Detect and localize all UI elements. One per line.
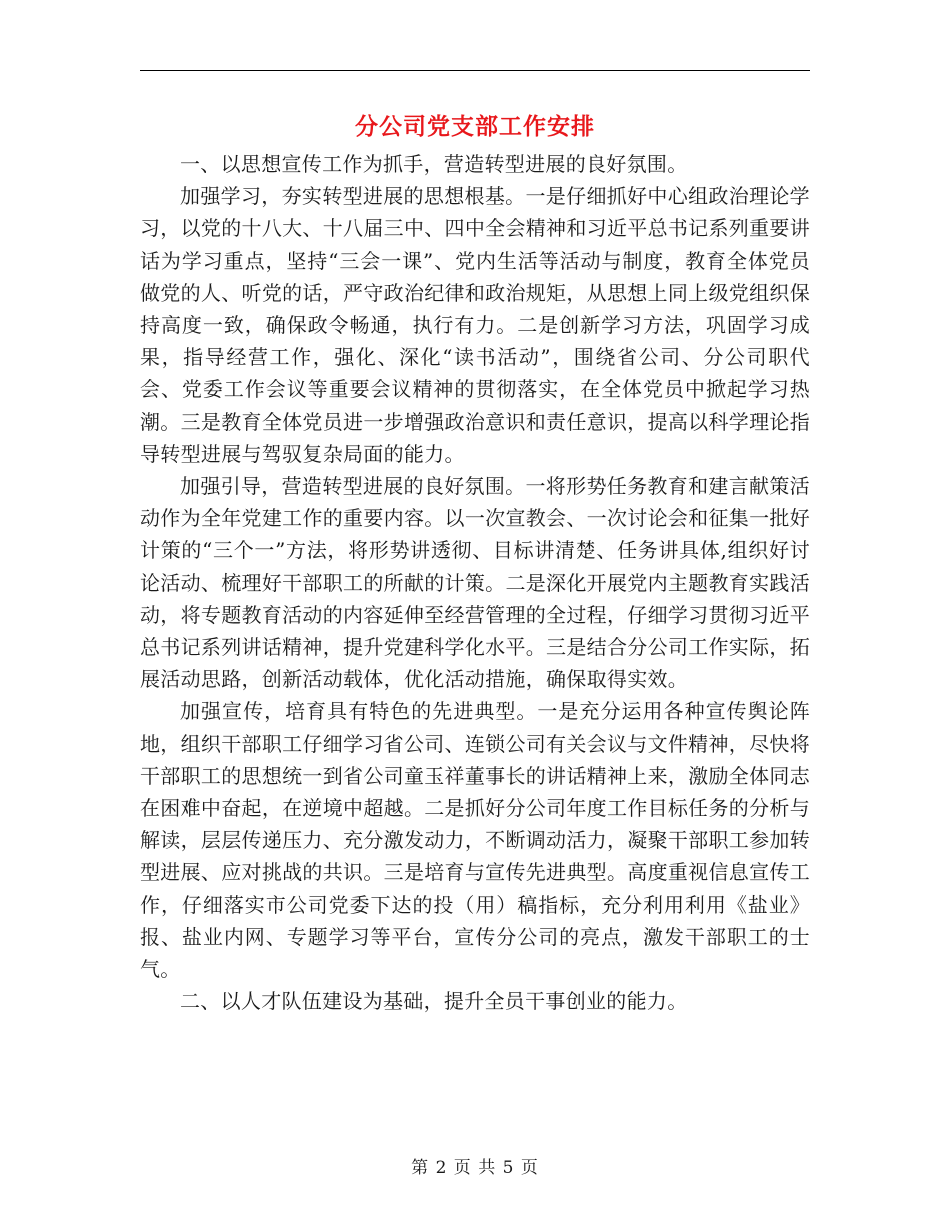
document-title: 分公司党支部工作安排: [355, 113, 595, 140]
section-heading-1: 一、以思想宣传工作为抓手，营造转型进展的良好氛围。: [180, 152, 688, 176]
page-footer: 第 2 页 共 5 页: [411, 1158, 539, 1178]
paragraph-study: 加强学习，夯实转型进展的思想根基。一是仔细抓好中心组政治理论学习，以党的十八大、十八届三中、四中全会精神和习近平总书记系列重要讲话为学习重点，坚持“三会一课”、党内生活等活动与制度，教育全体党员做党的人、听党的话，严守政治纪律和政治规矩，从思想上同上级党组织保持高度一致，确保政令畅通，执行有力。二是创新学习方法，巩固学习成果，指导经营工作，强化、深化“读书活动”，围绕省公司、分公司职代会、党委工作会议等重要会议精神的贯彻落实，在全体党员中掀起学习热潮。三是教育全体党员进一步增强政治意识和责任意识，提高以科学理论指导转型进展与驾驭复杂局面的能力。: [140, 184, 810, 466]
header-rule: [140, 70, 810, 71]
paragraph-publicity: 加强宣传，培育具有特色的先进典型。一是充分运用各种宣传舆论阵地，组织干部职工仔细学习省公司、连锁公司有关会议与文件精神，尽快将干部职工的思想统一到省公司童玉祥董事长的讲话精神上来，激励全体同志在困难中奋起，在逆境中超越。二是抓好分公司年度工作目标任务的分析与解读，层层传递压力、充分激发动力，不断调动活力，凝聚干部职工参加转型进展、应对挑战的共识。三是培育与宣传先进典型。高度重视信息宣传工作，仔细落实市公司党委下达的投（用）稿指标，充分利用利用《盐业》报、盐业内网、专题学习等平台，宣传分公司的亮点，激发干部职工的士气。: [140, 699, 810, 982]
document-body: [140, 148, 810, 1017]
section-heading-2: 二、以人才队伍建设为基础，提升全员干事创业的能力。: [180, 989, 688, 1014]
paragraph-guidance: 加强引导，营造转型进展的良好氛围。一将形势任务教育和建言献策活动作为全年党建工作的重要内容。以一次宣教会、一次讨论会和征集一批好计策的“三个一”方法，将形势讲透彻、目标讲清楚、任务讲具体,组织好讨论活动、梳理好干部职工的所献的计策。二是深化开展党内主题教育实践活动，将专题教育活动的内容延伸至经营管理的全过程，仔细学习贯彻习近平总书记系列讲话精神，提升党建科学化水平。三是结合分公司工作实际，拓展活动思路，创新活动载体，优化活动措施，确保取得实效。: [140, 474, 810, 692]
